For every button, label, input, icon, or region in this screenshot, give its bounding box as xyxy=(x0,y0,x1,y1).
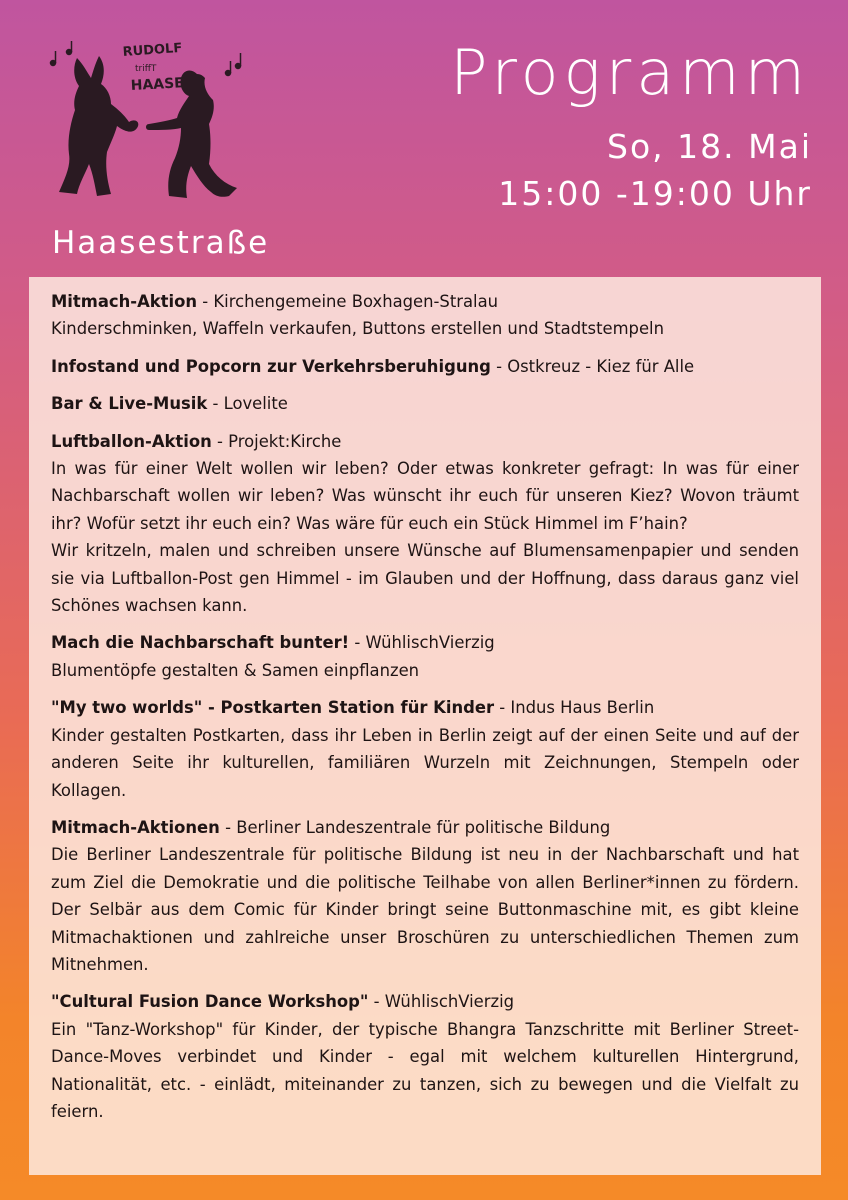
event-date: So, 18. Mai xyxy=(607,127,812,166)
entry-title: "My two worlds" - Postkarten Station für Kinder xyxy=(51,698,495,718)
entry-description: Die Berliner Landeszentrale für politische Bildung ist neu in der Nachbarschaft und hat zum Ziel die Demokratie und die politische Teilhabe von allen Berliner*innen zu fördern. Der Selbär aus dem Comic für Kinder bringt seine Buttonmaschine mit, es gibt kleine Mitmachaktionen und zahlreiche unser Broschüren zu unterschiedlichen Themen zum Mitnehmen. xyxy=(51,845,799,974)
program-entry xyxy=(51,694,799,804)
svg-text:triffT: triffT xyxy=(135,64,157,74)
entry-description: Kinder gestalten Postkarten, dass ihr Leben in Berlin zeigt auf der einen Seite und auf der anderen Seite ihr kulturellen, familiären Wurzeln mit Zeichnungen, Stempeln oder Kollagen. xyxy=(51,725,799,800)
svg-text:RUDOLF: RUDOLF xyxy=(122,40,183,60)
program-panel xyxy=(29,277,821,1175)
program-entry xyxy=(51,814,799,978)
program-entry xyxy=(51,288,799,343)
event-logo xyxy=(45,38,245,213)
entry-title: Mach die Nachbarschaft bunter! xyxy=(51,633,350,653)
program-entry xyxy=(51,988,799,1125)
entry-title: Mitmach-Aktionen xyxy=(51,817,220,837)
entry-description: Kinderschminken, Waffeln verkaufen, Buttons erstellen und Stadtstempeln xyxy=(51,319,664,339)
entry-title: Mitmach-Aktion xyxy=(51,292,198,311)
program-entry xyxy=(51,629,799,684)
program-entry xyxy=(51,428,799,620)
entry-description: In was für einer Welt wollen wir leben? Oder etwas konkreter gefragt: In was für einer Nachbarschaft wollen wir leben? Was wünscht ihr euch für unseren Kiez? Wovon träumt ihr? Wofür setzt ihr euch ein? Was wäre für euch ein Stück Himmel im F’hain? xyxy=(51,459,799,533)
entry-description: Ein "Tanz-Workshop" für Kinder, der typische Bhangra Tanzschritte mit Berliner Street-Dance-Moves verbindet und Kinder - egal mit welchem kulturellen Hintergrund, Nationalität, etc. - einlädt, miteinander zu tanzen, sich zu bewegen und die Vielfalt zu feiern. xyxy=(51,1019,799,1121)
entry-org: - WühlischVierzig xyxy=(349,633,495,653)
page-title: Programm xyxy=(450,36,810,109)
entry-title: Luftballon-Aktion xyxy=(51,431,212,451)
svg-text:HAASE: HAASE xyxy=(130,75,185,94)
entry-org: - Ostkreuz - Kiez für Alle xyxy=(490,356,695,376)
entry-org: - Berliner Landeszentrale für politische Bildung xyxy=(219,817,611,837)
entry-org: - Projekt:Kirche xyxy=(211,431,342,451)
entry-description: Blumentöpfe gestalten & Samen einpflanzen xyxy=(51,660,420,680)
entry-org: - Indus Haus Berlin xyxy=(494,698,655,718)
entry-title: "Cultural Fusion Dance Workshop" xyxy=(51,992,369,1012)
dancing-silhouettes-logo xyxy=(45,38,245,213)
event-time: 15:00 -19:00 Uhr xyxy=(498,174,812,213)
street-name: Haasestraße xyxy=(52,225,270,261)
entry-org: - WühlischVierzig xyxy=(368,992,515,1012)
entry-org: - Lovelite xyxy=(207,394,288,414)
entry-org: - Kirchengemeine Boxhagen-Stralau xyxy=(197,292,499,311)
entry-title: Bar & Live-Musik xyxy=(51,394,208,414)
entry-title: Infostand und Popcorn zur Verkehrsberuhigung xyxy=(51,356,491,376)
program-entry xyxy=(51,390,799,417)
program-entry xyxy=(51,353,799,380)
entry-description: Wir kritzeln, malen und schreiben unsere Wünsche auf Blumensamenpapier und senden sie via Luftballon-Post gen Himmel - im Glauben und der Hoffnung, dass daraus ganz viel Schönes wachsen kann. xyxy=(51,541,799,616)
